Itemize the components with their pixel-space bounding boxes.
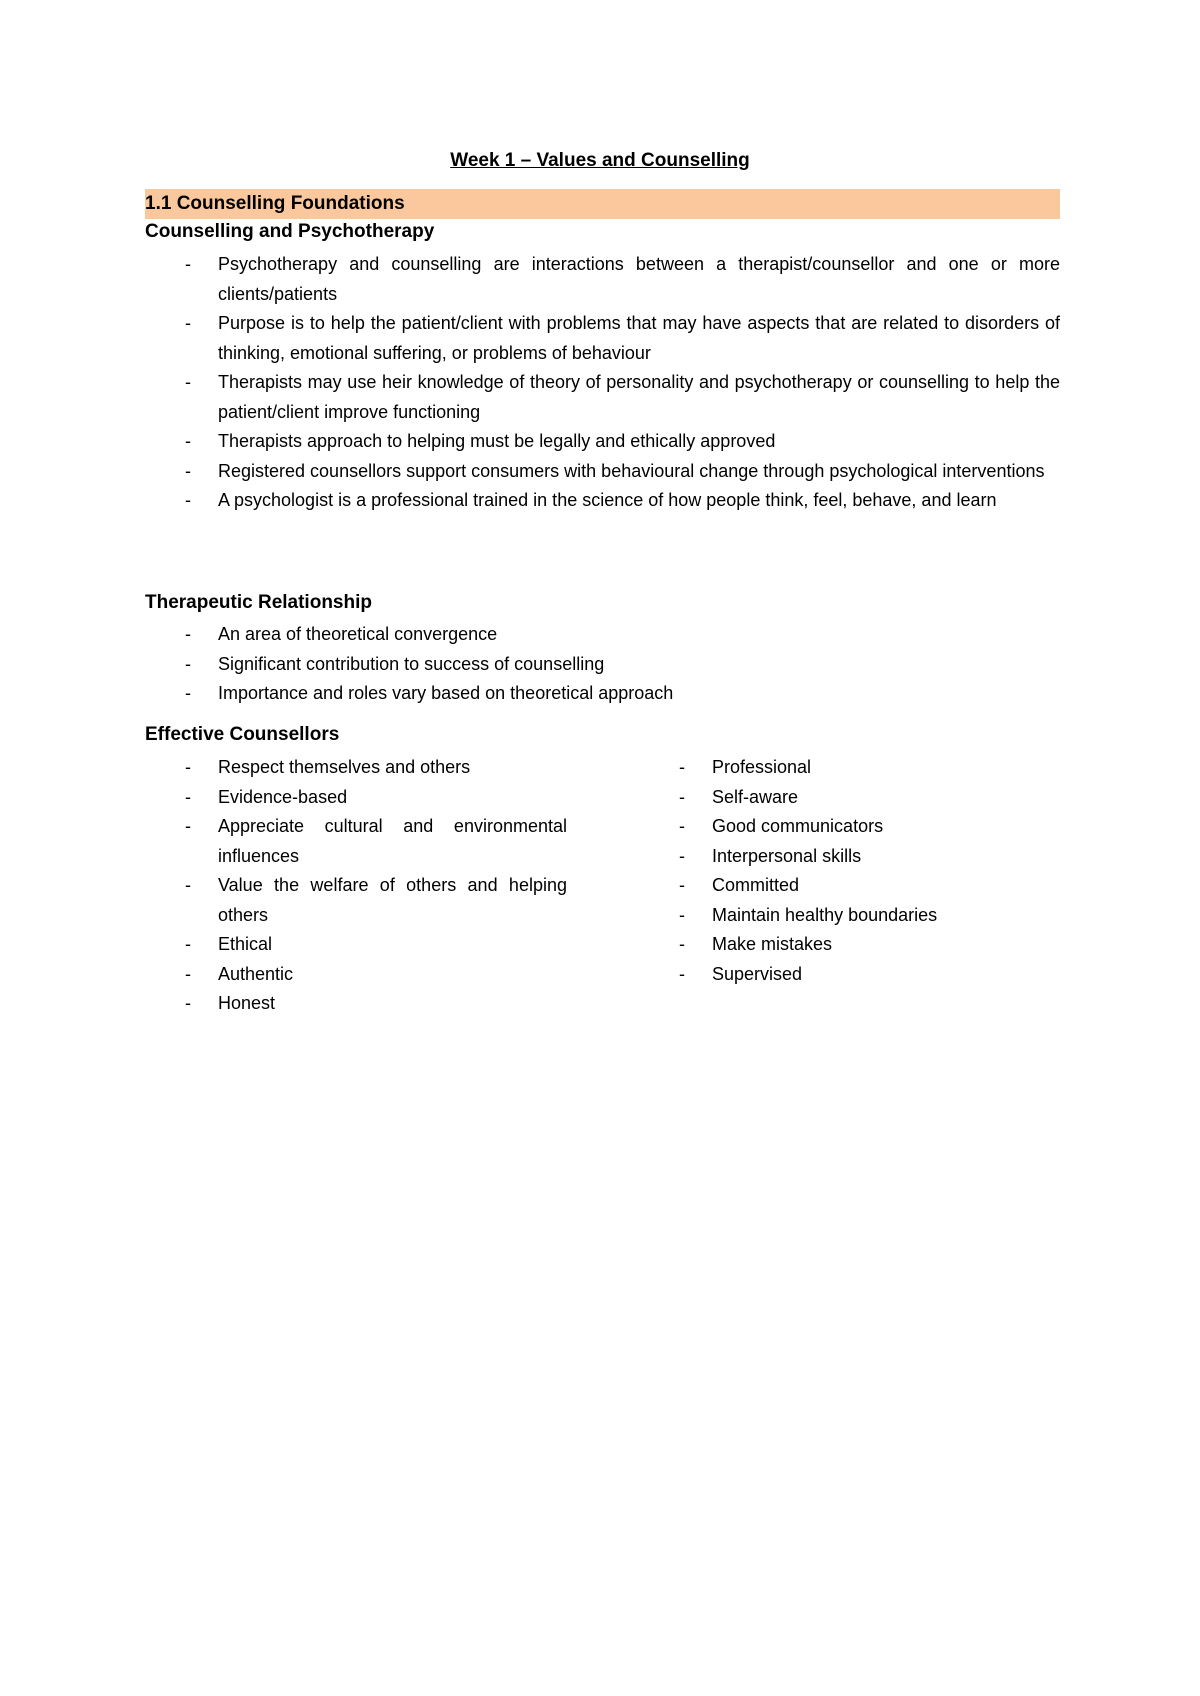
list-therapeutic-relationship: [145, 620, 1060, 709]
list-item: [639, 812, 1059, 842]
list-item: [145, 309, 1060, 368]
list-item-text: Make mistakes: [712, 934, 833, 954]
list-item: [639, 842, 1059, 872]
list-item: [145, 960, 567, 990]
heading-counselling-psychotherapy: Counselling and Psychotherapy: [145, 221, 435, 242]
list-item: [145, 250, 1060, 309]
list-item: [145, 812, 567, 871]
list-item-text: A psychologist is a professional trained in the science of how people think, feel, behave, and learn: [218, 490, 997, 510]
list-item: [145, 620, 1060, 650]
list-item-text: Good communicators: [712, 816, 884, 836]
list-item-text: Value the welfare of others and helping others: [218, 875, 567, 925]
list-item-text: Professional: [712, 757, 812, 777]
list-item-text: Psychotherapy and counselling are interactions between a therapist/counsellor and one or more clients/patients: [218, 254, 1060, 304]
list-item: [145, 486, 1060, 516]
list-item-text: Committed: [712, 875, 800, 895]
list-counselling-psychotherapy: [145, 250, 1060, 516]
list-item-text: Self-aware: [712, 786, 799, 807]
list-item-text: Maintain healthy boundaries: [712, 904, 938, 925]
list-item-text: Honest: [218, 993, 276, 1013]
list-effective-counsellors-left: [145, 753, 567, 1019]
list-item: [145, 427, 1060, 457]
bullet-dash: -: [185, 460, 191, 481]
list-effective-counsellors-right: [639, 753, 1059, 989]
bullet-dash: -: [185, 963, 191, 984]
list-item-text: Therapists approach to helping must be legally and ethically approved: [218, 431, 776, 451]
bullet-dash: -: [185, 875, 191, 895]
bullet-dash: -: [679, 786, 685, 807]
bullet-dash: -: [185, 490, 191, 510]
bullet-dash: -: [185, 313, 191, 333]
document-title: Week 1 – Values and Counselling: [450, 150, 750, 171]
list-item: [145, 783, 567, 813]
heading-effective-counsellors: Effective Counsellors: [145, 724, 340, 745]
bullet-dash: -: [185, 372, 191, 392]
section-title: 1.1 Counselling Foundations: [145, 193, 405, 214]
list-item-text: Interpersonal skills: [712, 845, 862, 866]
bullet-dash: -: [679, 963, 685, 984]
list-item: [639, 960, 1059, 990]
list-item-text: Importance and roles vary based on theoretical approach: [218, 683, 674, 703]
list-item-text: Respect themselves and others: [218, 757, 471, 777]
list-item: [639, 753, 1059, 783]
bullet-dash: -: [679, 934, 685, 954]
heading-therapeutic-relationship: Therapeutic Relationship: [145, 592, 372, 613]
bullet-dash: -: [679, 845, 685, 866]
bullet-dash: -: [185, 683, 191, 703]
list-item: [639, 871, 1059, 901]
list-item-text: Authentic: [218, 963, 294, 984]
bullet-dash: -: [185, 624, 191, 644]
list-item-text: Supervised: [712, 963, 803, 984]
list-item: [145, 457, 1060, 487]
list-item: [145, 871, 567, 930]
bullet-dash: -: [185, 431, 191, 451]
list-item-text: Appreciate cultural and environmental influences: [218, 816, 567, 866]
list-item: [639, 901, 1059, 931]
list-item-text: Evidence-based: [218, 786, 348, 807]
list-item: [145, 368, 1060, 427]
bullet-dash: -: [185, 254, 191, 274]
bullet-dash: -: [679, 904, 685, 925]
bullet-dash: -: [185, 653, 191, 674]
list-item: [145, 650, 1060, 680]
list-item-text: Purpose is to help the patient/client with problems that may have aspects that are related to disorders of thinking, emotional suffering, or problems of behaviour: [218, 313, 1060, 363]
list-item-text: Registered counsellors support consumers with behavioural change through psychological interventions: [218, 460, 1045, 481]
bullet-dash: -: [185, 757, 191, 777]
bullet-dash: -: [185, 993, 191, 1013]
bullet-dash: -: [679, 816, 685, 836]
list-item-text: Therapists may use heir knowledge of theory of personality and psychotherapy or counselling to help the patient/client improve functioning: [218, 372, 1060, 422]
list-item: [639, 783, 1059, 813]
bullet-dash: -: [185, 816, 191, 836]
list-item: [145, 930, 567, 960]
list-item-text: An area of theoretical convergence: [218, 624, 498, 644]
bullet-dash: -: [679, 875, 685, 895]
list-item-text: Ethical: [218, 934, 273, 954]
list-item: [145, 989, 567, 1019]
bullet-dash: -: [185, 934, 191, 954]
list-item: [145, 753, 567, 783]
bullet-dash: -: [185, 786, 191, 807]
list-item: [639, 930, 1059, 960]
bullet-dash: -: [679, 757, 685, 777]
list-item-text: Significant contribution to success of counselling: [218, 653, 605, 674]
list-item: [145, 679, 1060, 709]
